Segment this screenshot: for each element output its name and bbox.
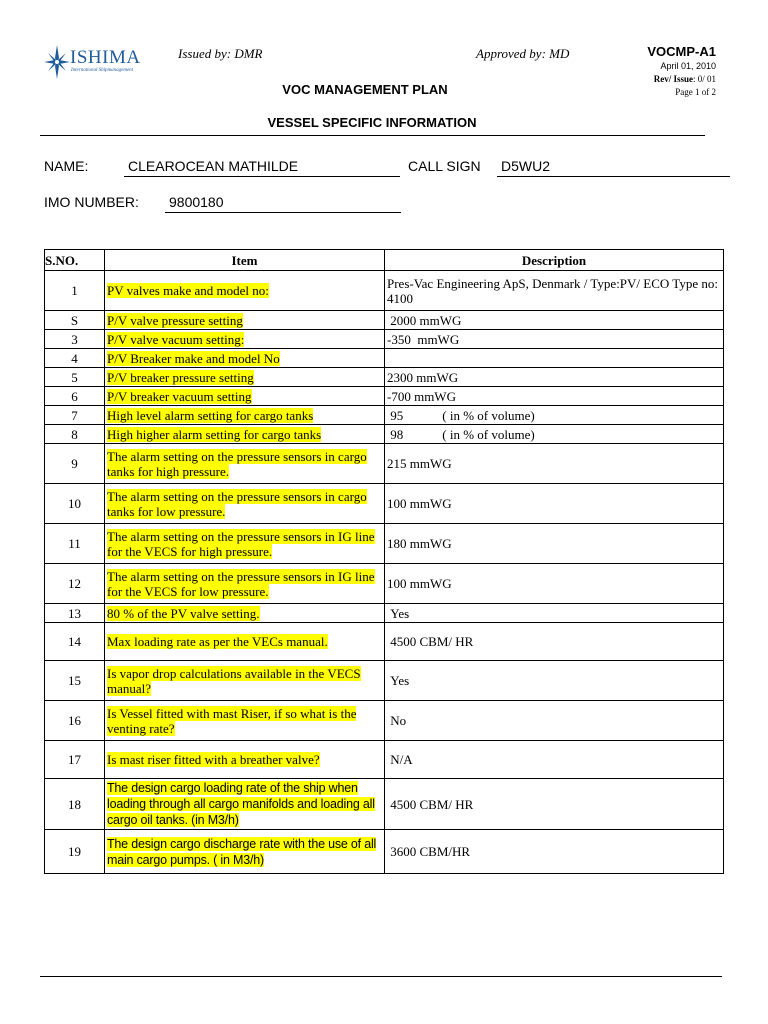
row-item-text: P/V valve pressure setting bbox=[107, 312, 243, 328]
compass-star-icon bbox=[44, 45, 70, 79]
row-description: No bbox=[385, 701, 724, 741]
row-item-text: 80 % of the PV valve setting. bbox=[107, 605, 260, 621]
row-item bbox=[105, 661, 385, 701]
table-row bbox=[45, 368, 724, 387]
row-description: 180 mmWG bbox=[385, 524, 724, 564]
row-sno: 13 bbox=[45, 604, 105, 623]
page-subtitle: VESSEL SPECIFIC INFORMATION bbox=[267, 115, 477, 130]
row-description: 95 ( in % of volume) bbox=[385, 406, 724, 425]
row-item bbox=[105, 524, 385, 564]
header-divider bbox=[40, 135, 705, 136]
row-item-text: The alarm setting on the pressure sensors in IG line for the VECS for high pressure. bbox=[107, 528, 375, 559]
row-item bbox=[105, 271, 385, 311]
document-date: April 01, 2010 bbox=[660, 61, 716, 71]
table-row bbox=[45, 271, 724, 311]
row-item bbox=[105, 387, 385, 406]
row-item bbox=[105, 425, 385, 444]
imo-value: 9800180 bbox=[165, 194, 401, 213]
table-row bbox=[45, 604, 724, 623]
row-description: 2000 mmWG bbox=[385, 311, 724, 330]
row-description: 4500 CBM/ HR bbox=[385, 623, 724, 661]
row-sno: 17 bbox=[45, 741, 105, 779]
row-sno: 6 bbox=[45, 387, 105, 406]
revision-label: Rev/ Issue bbox=[653, 74, 693, 84]
table-row bbox=[45, 623, 724, 661]
row-item bbox=[105, 623, 385, 661]
table-row bbox=[45, 444, 724, 484]
table-row bbox=[45, 779, 724, 830]
row-item-text: P/V valve vacuum setting: bbox=[107, 331, 245, 347]
row-item bbox=[105, 444, 385, 484]
table-row bbox=[45, 741, 724, 779]
row-item-text: P/V breaker vacuum setting bbox=[107, 388, 252, 404]
row-description: 3600 CBM/HR bbox=[385, 830, 724, 874]
row-sno: 3 bbox=[45, 330, 105, 349]
row-sno: 19 bbox=[45, 830, 105, 874]
row-description: 215 mmWG bbox=[385, 444, 724, 484]
table-row bbox=[45, 406, 724, 425]
row-item bbox=[105, 368, 385, 387]
table-row bbox=[45, 311, 724, 330]
table-row bbox=[45, 661, 724, 701]
row-item bbox=[105, 311, 385, 330]
issued-by: Issued by: DMR bbox=[178, 46, 263, 61]
call-sign-label: CALL SIGN bbox=[408, 158, 481, 174]
table-row bbox=[45, 484, 724, 524]
table-header-row bbox=[45, 250, 724, 271]
row-item-text: Max loading rate as per the VECs manual. bbox=[107, 634, 328, 649]
footer-divider bbox=[40, 976, 722, 977]
table-row bbox=[45, 830, 724, 874]
row-description bbox=[385, 349, 724, 368]
page-title: VOC MANAGEMENT PLAN bbox=[282, 82, 448, 97]
row-item-text: High higher alarm setting for cargo tanks bbox=[107, 426, 322, 442]
table-row bbox=[45, 524, 724, 564]
row-description: Pres-Vac Engineering ApS, Denmark / Type:PV/ ECO Type no: 4100 bbox=[385, 271, 724, 311]
document-id: VOCMP-A1 bbox=[647, 44, 716, 59]
column-header-description: Description bbox=[385, 250, 724, 271]
row-sno: 5 bbox=[45, 368, 105, 387]
table-row bbox=[45, 387, 724, 406]
row-description: -700 mmWG bbox=[385, 387, 724, 406]
revision-value: : 0/ 01 bbox=[692, 74, 716, 84]
company-logo bbox=[44, 41, 154, 81]
column-header-sno: S.NO. bbox=[45, 250, 105, 271]
name-value: CLEAROCEAN MATHILDE bbox=[124, 158, 400, 177]
row-item-text: The design cargo discharge rate with the use of all main cargo pumps. ( in M3/h) bbox=[107, 836, 377, 867]
name-label: NAME: bbox=[44, 158, 89, 174]
row-item bbox=[105, 830, 385, 874]
row-item bbox=[105, 741, 385, 779]
row-description: N/A bbox=[385, 741, 724, 779]
vessel-info-table bbox=[44, 249, 724, 874]
row-description: -350 mmWG bbox=[385, 330, 724, 349]
row-item bbox=[105, 604, 385, 623]
row-item bbox=[105, 349, 385, 368]
row-item-text: PV valves make and model no: bbox=[107, 283, 269, 298]
table-row bbox=[45, 349, 724, 368]
imo-label: IMO NUMBER: bbox=[44, 194, 139, 210]
row-item-text: High level alarm setting for cargo tanks bbox=[107, 407, 314, 423]
row-item-text: The alarm setting on the pressure sensors in IG line for the VECS for low pressure. bbox=[107, 568, 375, 599]
row-description: Yes bbox=[385, 604, 724, 623]
row-sno: 8 bbox=[45, 425, 105, 444]
approved-by: Approved by: MD bbox=[476, 46, 570, 61]
row-item bbox=[105, 564, 385, 604]
row-item bbox=[105, 779, 385, 830]
row-item bbox=[105, 701, 385, 741]
row-item bbox=[105, 484, 385, 524]
row-item-text: Is vapor drop calculations available in the VECS manual? bbox=[107, 665, 361, 696]
row-item-text: The alarm setting on the pressure sensors in cargo tanks for high pressure. bbox=[107, 448, 367, 479]
row-sno: 9 bbox=[45, 444, 105, 484]
page-number: Page 1 of 2 bbox=[675, 87, 716, 97]
row-description: 100 mmWG bbox=[385, 484, 724, 524]
table-row bbox=[45, 330, 724, 349]
table-row bbox=[45, 701, 724, 741]
row-item-text: P/V Breaker make and model No bbox=[107, 350, 280, 366]
row-sno: 1 bbox=[45, 271, 105, 311]
table-row bbox=[45, 564, 724, 604]
row-description: 2300 mmWG bbox=[385, 368, 724, 387]
call-sign-value: D5WU2 bbox=[497, 158, 730, 177]
row-item bbox=[105, 330, 385, 349]
row-description: 98 ( in % of volume) bbox=[385, 425, 724, 444]
table-row bbox=[45, 425, 724, 444]
row-item-text: Is mast riser fitted with a breather valve? bbox=[107, 752, 320, 767]
row-sno: 7 bbox=[45, 406, 105, 425]
row-sno: 11 bbox=[45, 524, 105, 564]
row-sno: 10 bbox=[45, 484, 105, 524]
row-sno: 16 bbox=[45, 701, 105, 741]
logo-wordmark: ISHIMA bbox=[70, 47, 141, 68]
column-header-item: Item bbox=[105, 250, 385, 271]
row-item-text: The design cargo loading rate of the ship when loading through all cargo manifolds and loading all cargo oil tanks. (in M3/h) bbox=[107, 781, 375, 827]
row-sno: 14 bbox=[45, 623, 105, 661]
row-item-text: P/V breaker pressure setting bbox=[107, 369, 254, 385]
row-sno: 18 bbox=[45, 779, 105, 830]
row-sno: S bbox=[45, 311, 105, 330]
row-item-text: Is Vessel fitted with mast Riser, if so what is the venting rate? bbox=[107, 705, 357, 736]
row-sno: 12 bbox=[45, 564, 105, 604]
row-sno: 4 bbox=[45, 349, 105, 368]
row-description: 4500 CBM/ HR bbox=[385, 779, 724, 830]
row-item bbox=[105, 406, 385, 425]
row-description: 100 mmWG bbox=[385, 564, 724, 604]
row-description: Yes bbox=[385, 661, 724, 701]
logo-tagline: International Shipmanagement bbox=[71, 68, 134, 73]
row-sno: 15 bbox=[45, 661, 105, 701]
row-item-text: The alarm setting on the pressure sensors in cargo tanks for low pressure. bbox=[107, 488, 367, 519]
